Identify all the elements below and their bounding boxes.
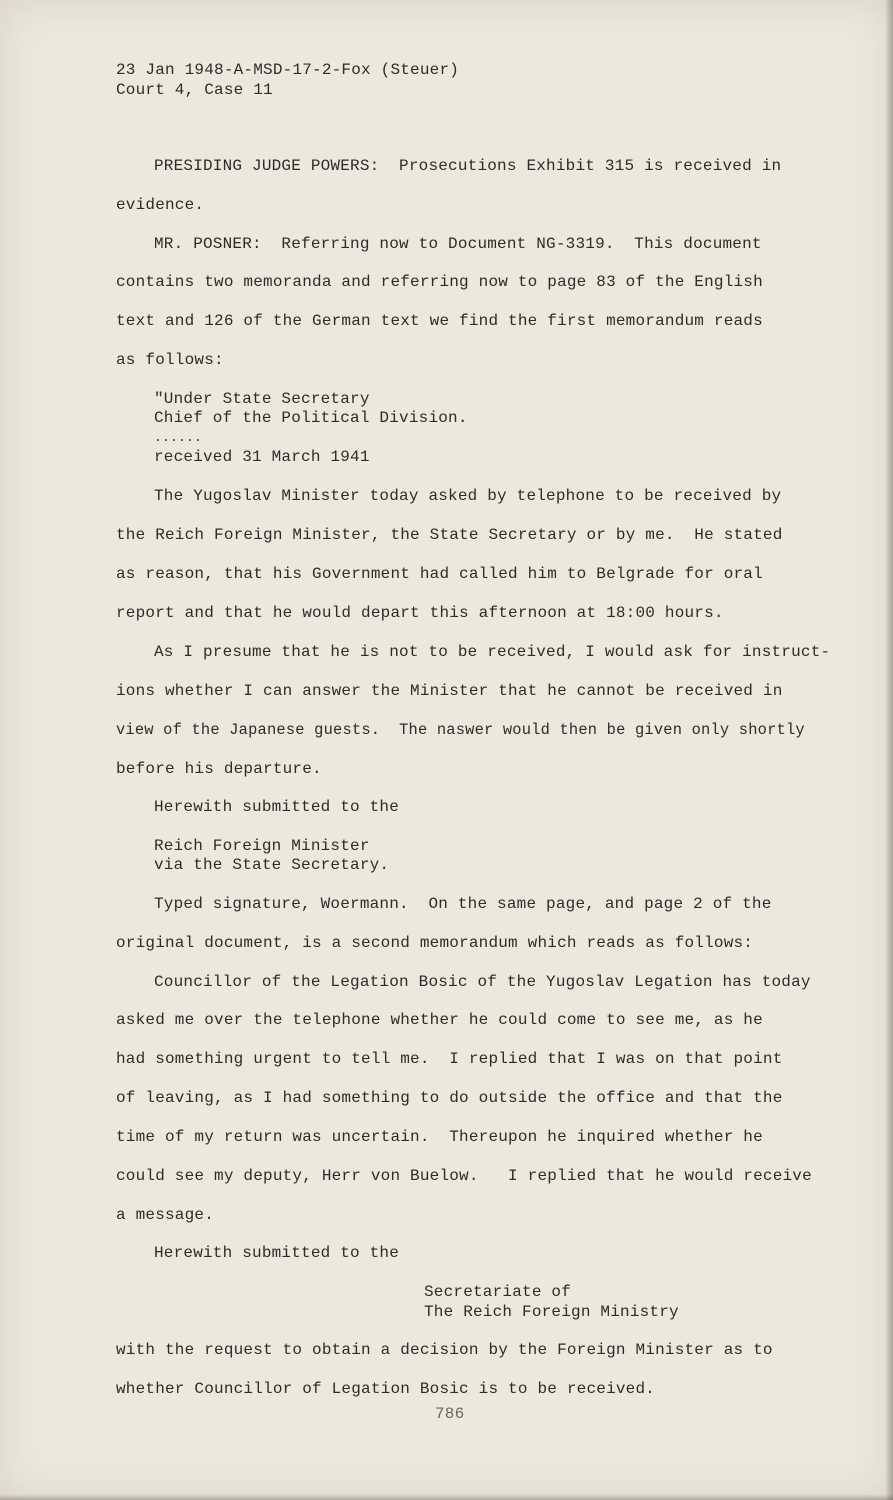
page-bottom-shadow [0, 1494, 893, 1500]
body-line: could see my deputy, Herr von Buelow. I replied that he would receive [116, 1167, 812, 1185]
body-line: Typed signature, Woermann. On the same page, and page 2 of the [154, 895, 772, 913]
body-line: ions whether I can answer the Minister that he cannot be received in [116, 682, 783, 700]
body-line: via the State Secretary. [154, 856, 390, 874]
address-line: The Reich Foreign Ministry [424, 1303, 679, 1321]
body-line: the Reich Foreign Minister, the State Secretary or by me. He stated [116, 526, 783, 544]
body-line: MR. POSNER: Referring now to Document NG-3319. This document [154, 235, 762, 253]
body-line: with the request to obtain a decision by the Foreign Minister as to [116, 1341, 773, 1359]
body-line: had something urgent to tell me. I replied that I was on that point [116, 1050, 783, 1068]
body-line: evidence. [116, 196, 205, 214]
header-court-line: Court 4, Case 11 [116, 81, 273, 99]
quote-line: "Under State Secretary [154, 390, 370, 408]
body-line: Herewith submitted to the [154, 1244, 400, 1262]
quote-line: received 31 March 1941 [154, 448, 370, 466]
quote-dots: ...... [154, 430, 203, 445]
body-line: PRESIDING JUDGE POWERS: Prosecutions Exhibit 315 is received in [154, 157, 782, 175]
body-line: Councillor of the Legation Bosic of the Yugoslav Legation has today [154, 973, 811, 991]
body-line: as reason, that his Government had called him to Belgrade for oral [116, 565, 763, 583]
body-line: contains two memoranda and referring now to page 83 of the English [116, 273, 763, 291]
body-line: asked me over the telephone whether he could come to see me, as he [116, 1011, 763, 1029]
page-edge-shadow [885, 0, 893, 1500]
body-line: Reich Foreign Minister [154, 837, 370, 855]
body-line: Herewith submitted to the [154, 798, 400, 816]
page-number: 786 [435, 1405, 465, 1423]
body-line: text and 126 of the German text we find the first memorandum reads [116, 312, 763, 330]
body-line: view of the Japanese guests. The naswer would then be given only shortly [116, 721, 805, 739]
body-line: a message. [116, 1206, 215, 1224]
body-line: before his departure. [116, 760, 322, 778]
body-line: The Yugoslav Minister today asked by telephone to be received by [154, 487, 782, 505]
body-line: of leaving, as I had something to do outside the office and that the [116, 1089, 783, 1107]
body-line: as follows: [116, 351, 224, 369]
body-line: original document, is a second memorandum which reads as follows: [116, 934, 754, 952]
address-line: Secretariate of [424, 1283, 572, 1301]
body-line: whether Councillor of Legation Bosic is to be received. [116, 1380, 656, 1398]
header-case-line: 23 Jan 1948-A-MSD-17-2-Fox (Steuer) [116, 61, 460, 79]
body-line: report and that he would depart this afternoon at 18:00 hours. [116, 604, 724, 622]
quote-line: Chief of the Political Division. [154, 409, 468, 427]
body-line: time of my return was uncertain. Thereupon he inquired whether he [116, 1128, 763, 1146]
body-line: As I presume that he is not to be received, I would ask for instruct- [154, 643, 831, 661]
